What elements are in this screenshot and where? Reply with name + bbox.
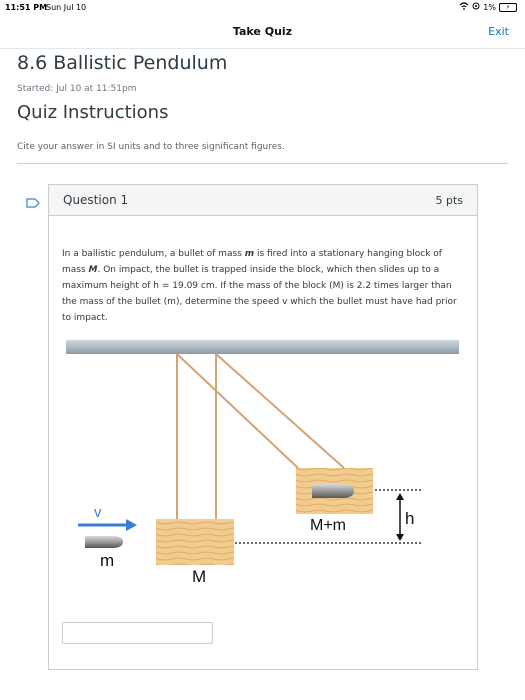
orientation-lock-icon bbox=[472, 2, 480, 12]
wifi-icon bbox=[459, 2, 469, 12]
started-timestamp: Started: Jul 10 at 11:51pm bbox=[17, 84, 137, 94]
bookmark-icon[interactable] bbox=[26, 193, 40, 212]
height-arrow-head-up bbox=[396, 493, 404, 500]
answer-input[interactable] bbox=[62, 622, 213, 644]
bullet-mass-label: m bbox=[100, 551, 115, 570]
battery-percent: 1% bbox=[483, 2, 496, 12]
arrow-head bbox=[126, 519, 137, 531]
quiz-title: 8.6 Ballistic Pendulum bbox=[17, 52, 228, 74]
status-icons bbox=[459, 2, 517, 12]
question-points: 5 pts bbox=[435, 194, 463, 207]
status-bar bbox=[0, 0, 525, 16]
height-label: h bbox=[405, 509, 415, 528]
ceiling-beam bbox=[66, 340, 459, 354]
combined-mass-label: M+m bbox=[310, 517, 346, 534]
instructions-text: Cite your answer in SI units and to three significant figures. bbox=[17, 142, 285, 152]
embedded-bullet bbox=[312, 484, 354, 498]
status-date: Sun Jul 10 bbox=[46, 3, 87, 12]
block-mass-label: M bbox=[192, 567, 207, 586]
question-header bbox=[49, 185, 477, 216]
block-initial bbox=[156, 519, 234, 565]
velocity-label: v bbox=[94, 504, 102, 521]
bullet bbox=[85, 536, 123, 548]
status-time: 11:51 PM bbox=[5, 3, 48, 12]
height-arrow-head-down bbox=[396, 534, 404, 541]
instructions-heading: Quiz Instructions bbox=[17, 102, 169, 123]
nav-bar bbox=[0, 16, 525, 49]
battery-charging-icon: ⚡ bbox=[499, 3, 517, 12]
nav-title: Take Quiz bbox=[232, 25, 293, 38]
divider bbox=[17, 163, 508, 164]
question-text: In a ballistic pendulum, a bullet of mass m is fired into a stationary hanging block of mass M. On impact, the bullet is trapped inside the block, which then slides up to a maximum height of h = 19.09 cm. If the mass of the block (M) is 2.2 times larger than the mass of the bullet (m), determine the speed v which the bullet must have had prior to impact. bbox=[62, 249, 457, 323]
ballistic-pendulum-diagram bbox=[60, 334, 465, 590]
question-label: Question 1 bbox=[63, 193, 129, 207]
exit-button[interactable]: Exit bbox=[488, 25, 509, 38]
